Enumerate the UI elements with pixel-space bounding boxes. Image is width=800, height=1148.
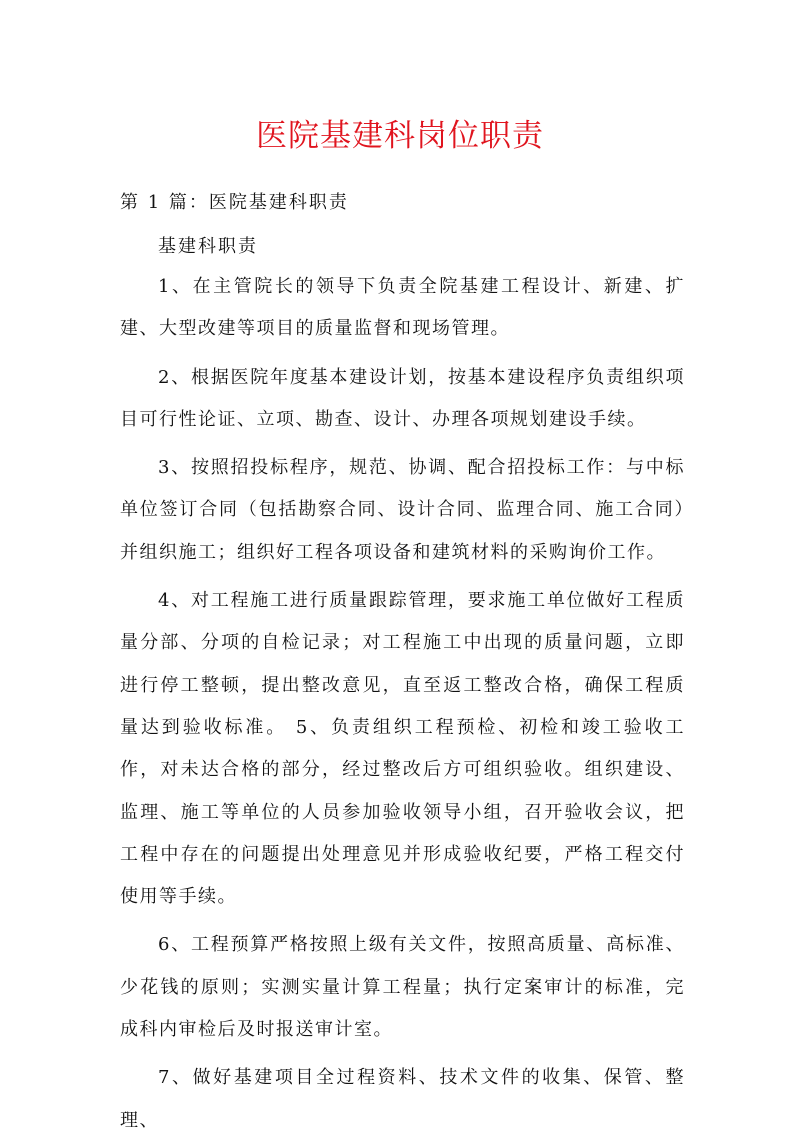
paragraph-6: 6、工程预算严格按照上级有关文件，按照高质量、高标准、少花钱的原则；实测实量计算工程量；执行定案审计的标准，完成科内审检后及时报送审计室。 [120,934,685,1041]
document-title: 医院基建科岗位职责 [256,118,544,154]
document-body [120,266,685,1148]
paragraph-7: 7、做好基建项目全过程资料、技术文件的收集、保管、整理、 [120,1067,685,1131]
paragraph-1: 1、在主管院长的领导下负责全院基建工程设计、新建、扩建、大型改建等项目的质量监督和现场管理。 [120,276,685,340]
paragraph-3: 3、按照招投标程序，规范、协调、配合招投标工作：与中标单位签订合同（包括勘察合同、设计合同、监理合同、施工合同）并组织施工；组织好工程各项设备和建筑材料的采购询价工作。 [120,457,685,563]
subheading: 基建科职责 [158,236,258,257]
paragraph-2: 2、根据医院年度基本建设计划，按基本建设程序负责组织项目可行性论证、立项、勘查、设计、办理各项规划建设手续。 [120,366,685,430]
section-heading: 第 1 篇：医院基建科职责 [120,192,349,213]
paragraph-4-5: 4、对工程施工进行质量跟踪管理，要求施工单位做好工程质量分部、分项的自检记录；对工程施工中出现的质量问题，立即进行停工整顿，提出整改意见，直至返工整改合格，确保工程质量达到验收标准。 5、负责组织工程预检、初检和竣工验收工作，对未达合格的部分，经过整改后方可组织验收。组织建设、监理、施工等单位的人员参加验收领导小组，召开验收会议，把工程中存在的问题提出处理意见并形成验收纪要，严格工程交付使用等手续。 [120,590,685,908]
